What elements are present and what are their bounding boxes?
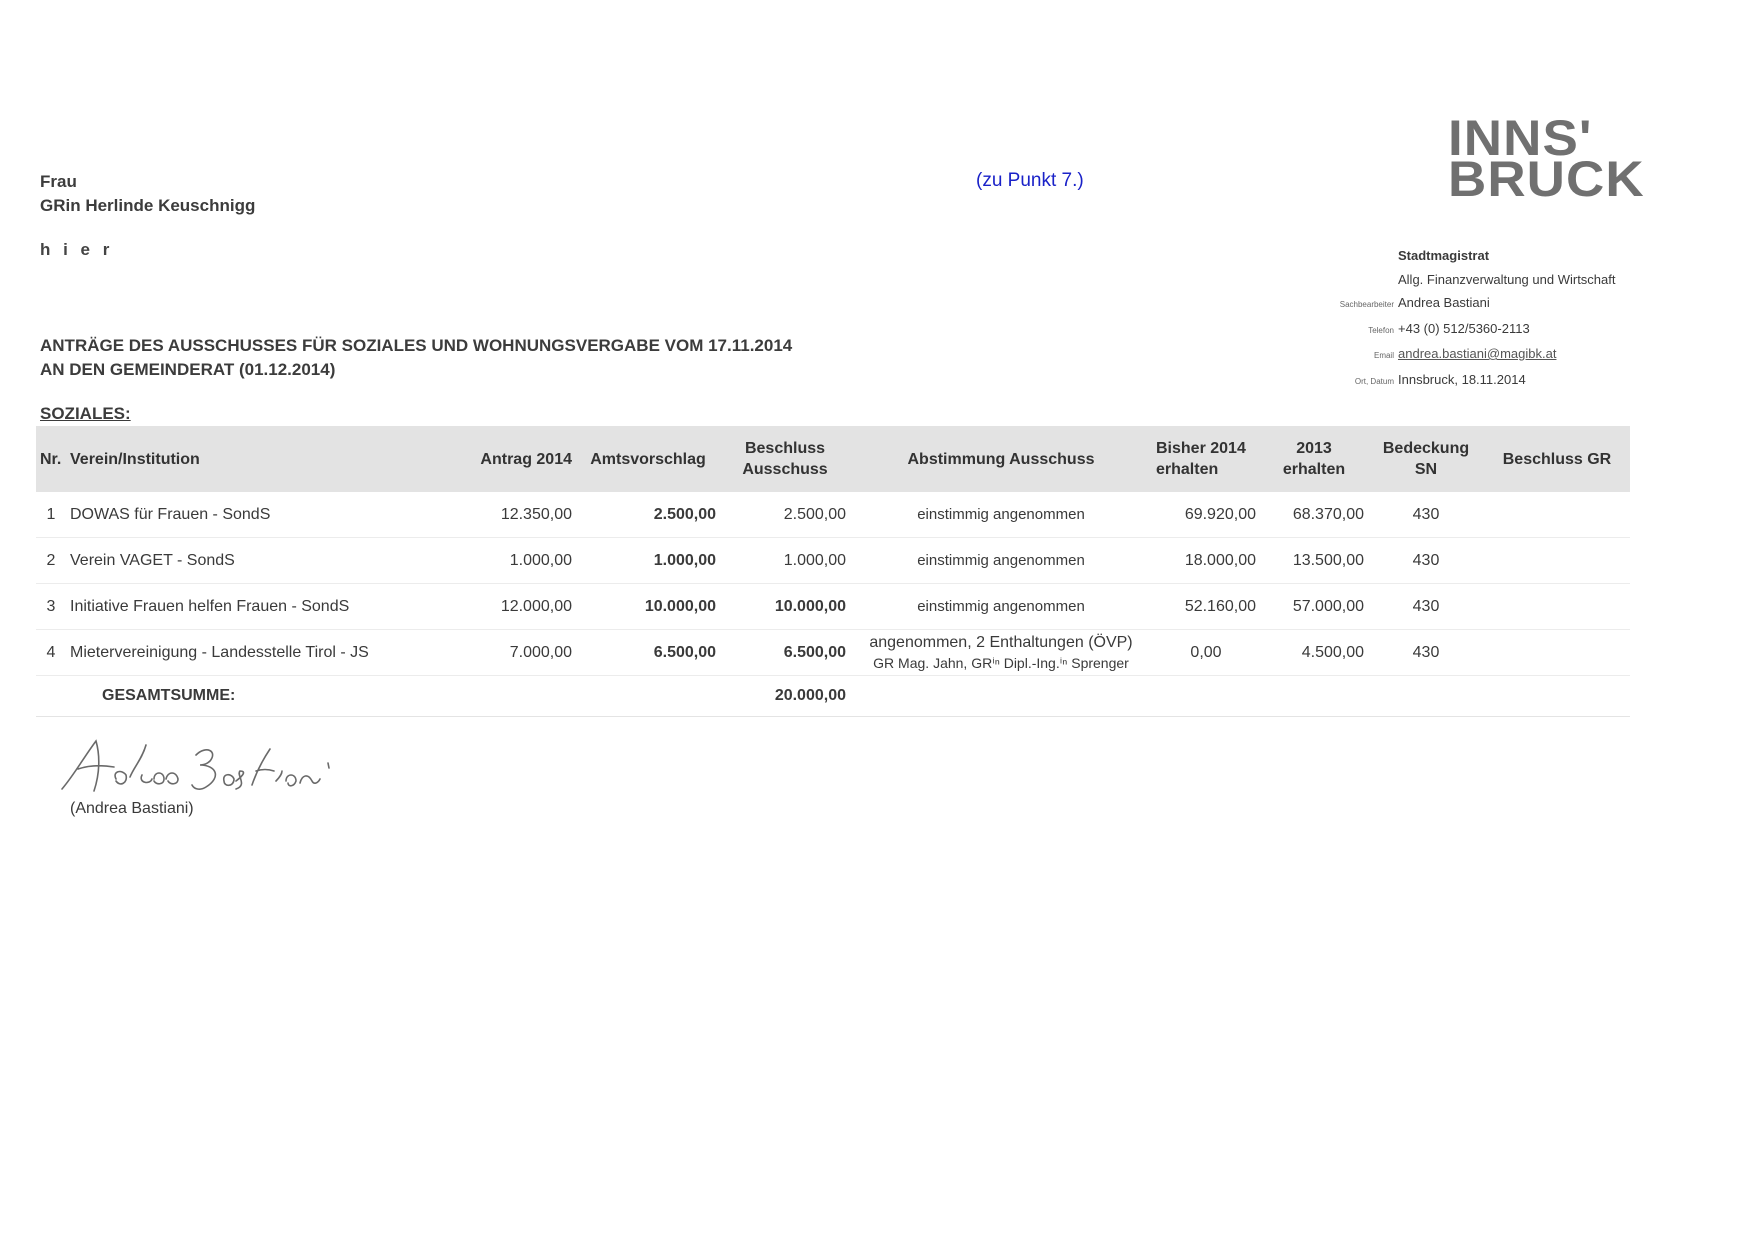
row-antrag: 12.350,00	[462, 492, 576, 538]
header-bedeckung: Bedeckung SN	[1368, 426, 1484, 492]
section-heading: SOZIALES:	[40, 404, 131, 423]
row-antrag: 7.000,00	[462, 630, 576, 676]
row-abstimmung	[850, 630, 1152, 676]
row-beschluss-gr	[1484, 630, 1630, 676]
header-abstimmung: Abstimmung Ausschuss	[850, 426, 1152, 492]
row-abstimmung-line-1: angenommen, 2 Enthaltungen (ÖVP)	[869, 633, 1133, 651]
table-row	[36, 584, 1630, 630]
division: Allg. Finanzverwaltung und Wirtschaft	[1398, 271, 1616, 287]
row-beschluss: 2.500,00	[720, 492, 850, 538]
row-beschluss: 6.500,00	[720, 630, 850, 676]
row-beschluss: 1.000,00	[720, 538, 850, 584]
recipient-name: GRin Herlinde Keuschnigg	[40, 196, 256, 215]
header-verein: Verein/Institution	[66, 426, 462, 492]
row-nr: 4	[36, 630, 66, 676]
recipient-salutation: Frau	[40, 172, 77, 191]
officer: Andrea Bastiani	[1398, 295, 1490, 310]
row-beschluss-gr	[1484, 584, 1630, 630]
row-bisher: 52.160,00	[1152, 584, 1260, 630]
title-line-2: AN DEN GEMEINDERAT (01.12.2014)	[40, 360, 336, 379]
row-erhalten-2013: 4.500,00	[1260, 630, 1368, 676]
header-beschluss: Beschluss Ausschuss	[720, 426, 850, 492]
row-abstimmung: einstimmig angenommen	[850, 584, 1152, 630]
row-antrag: 12.000,00	[462, 584, 576, 630]
signatory-name: (Andrea Bastiani)	[70, 800, 194, 817]
recipient-location: h i e r	[40, 240, 114, 259]
header-amtsvorschlag: Amtsvorschlag	[576, 426, 720, 492]
total-row	[36, 676, 1630, 717]
row-verein: Mietervereinigung - Landesstelle Tirol - JS	[66, 630, 462, 676]
logo-line-1: INNS'	[1448, 110, 1593, 166]
officer-label: Sachbearbeiter	[1339, 300, 1394, 309]
row-antrag: 1.000,00	[462, 538, 576, 584]
row-erhalten-2013: 68.370,00	[1260, 492, 1368, 538]
innsbruck-logo	[1448, 110, 1645, 207]
table-row	[36, 630, 1630, 676]
grants-table	[36, 426, 1630, 717]
agenda-reference: (zu Punkt 7.)	[976, 170, 1084, 191]
email-link[interactable]: andrea.bastiani@magibk.at	[1398, 346, 1557, 361]
row-erhalten-2013: 13.500,00	[1260, 538, 1368, 584]
row-verein: Verein VAGET - SondS	[66, 538, 462, 584]
row-amtsvorschlag: 6.500,00	[576, 630, 720, 676]
signature-scribble	[56, 735, 356, 803]
place-date: Innsbruck, 18.11.2014	[1398, 371, 1526, 387]
document-title	[40, 334, 792, 382]
phone-label: Telefon	[1368, 325, 1394, 335]
row-bisher: 69.920,00	[1152, 492, 1260, 538]
row-amtsvorschlag: 10.000,00	[576, 584, 720, 630]
row-amtsvorschlag: 2.500,00	[576, 492, 720, 538]
phone: +43 (0) 512/5360-2113	[1398, 320, 1530, 336]
row-bedeckung: 430	[1368, 538, 1484, 584]
table-row	[36, 492, 1630, 538]
row-erhalten-2013: 57.000,00	[1260, 584, 1368, 630]
department: Stadtmagistrat	[1398, 248, 1490, 263]
title-line-1: ANTRÄGE DES AUSSCHUSSES FÜR SOZIALES UND WOHNUNGSVERGABE VOM 17.11.2014	[40, 336, 793, 355]
table-header-row	[36, 426, 1630, 492]
email-label: Email	[1373, 351, 1394, 360]
row-abstimmung: einstimmig angenommen	[850, 538, 1152, 584]
row-bedeckung: 430	[1368, 492, 1484, 538]
row-bedeckung: 430	[1368, 584, 1484, 630]
row-nr: 2	[36, 538, 66, 584]
logo-line-2: BRUCK	[1448, 151, 1645, 207]
header-beschluss-gr: Beschluss GR	[1484, 426, 1630, 492]
table-row	[36, 538, 1630, 584]
recipient-address	[40, 170, 255, 218]
row-bisher: 18.000,00	[1152, 538, 1260, 584]
header-nr: Nr.	[36, 426, 66, 492]
row-nr: 1	[36, 492, 66, 538]
place-date-label: Ort, Datum	[1354, 376, 1394, 386]
header-bisher: Bisher 2014 erhalten	[1152, 426, 1260, 492]
header-antrag: Antrag 2014	[462, 426, 576, 492]
total-label: GESAMTSUMME:	[66, 676, 462, 717]
row-bedeckung: 430	[1368, 630, 1484, 676]
contact-block	[1300, 244, 1615, 393]
row-nr: 3	[36, 584, 66, 630]
row-beschluss-gr	[1484, 492, 1630, 538]
row-abstimmung: einstimmig angenommen	[850, 492, 1152, 538]
header-erhalten-2013: 2013 erhalten	[1260, 426, 1368, 492]
row-abstimmung-line-2: GR Mag. Jahn, GRⁱⁿ Dipl.-Ing.ⁱⁿ Sprenger	[873, 654, 1129, 671]
row-verein: DOWAS für Frauen - SondS	[66, 492, 462, 538]
row-beschluss: 10.000,00	[720, 584, 850, 630]
signature	[56, 735, 356, 808]
row-amtsvorschlag: 1.000,00	[576, 538, 720, 584]
row-bisher: 0,00	[1152, 630, 1260, 676]
row-verein: Initiative Frauen helfen Frauen - SondS	[66, 584, 462, 630]
row-beschluss-gr	[1484, 538, 1630, 584]
total-value: 20.000,00	[720, 676, 850, 717]
